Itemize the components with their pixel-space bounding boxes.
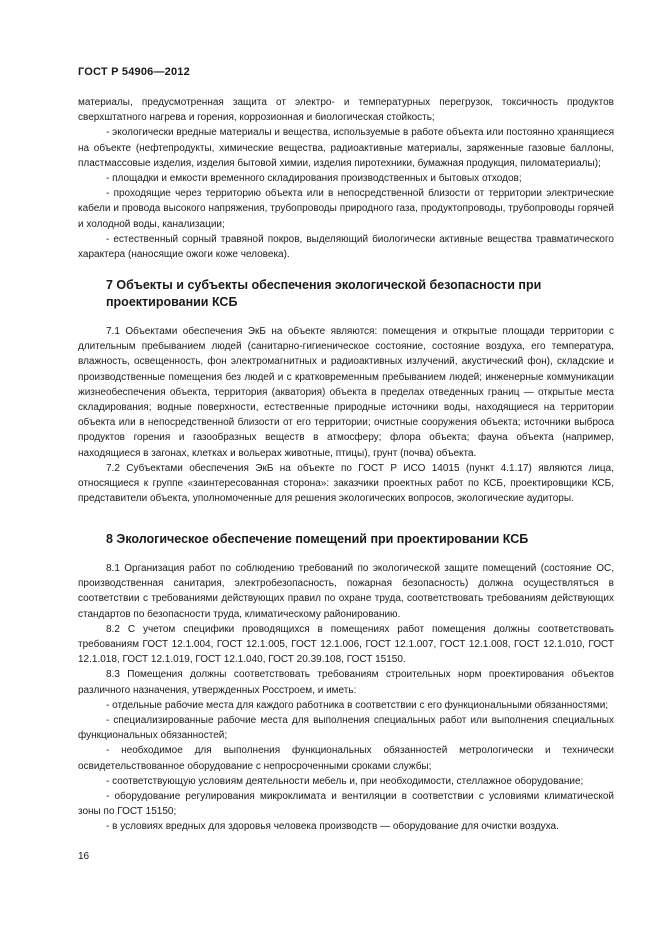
section-8-body <box>78 561 614 835</box>
paragraph: 8.3 Помещения должны соответствовать требованиям строительных норм проектирования объектов различного назначения, утвержденных Росстроем, и иметь: <box>78 669 614 696</box>
document-header: ГОСТ Р 54906—2012 <box>78 66 190 78</box>
list-item: - в условиях вредных для здоровья человека производств — оборудование для очистки воздуха. <box>106 821 559 833</box>
section-8-heading: 8 Экологическое обеспечение помещений при проектировании КСБ <box>106 532 529 546</box>
section-7-body <box>78 324 614 506</box>
list-item: - проходящие через территорию объекта или в непосредственной близости от территории электрические кабели и провода высокого напряжения, трубопроводы природного газа, продуктопроводы, трубопроводы горячей и холодной воды, канализации; <box>78 188 614 230</box>
list-item: - площадки и емкости временного складирования производственных и бытовых отходов; <box>106 173 522 185</box>
paragraph: 8.2 С учетом специфики проводящихся в помещениях работ помещения должны соответствовать требованиям ГОСТ 12.1.004, ГОСТ 12.1.005, ГОСТ 12.1.006, ГОСТ 12.1.007, ГОСТ 12.1.008, ГОСТ 12.1.010, ГОСТ 12.1.018, ГОСТ 12.1.019, ГОСТ 12.1.040, ГОСТ 20.39.108, ГОСТ 15150. <box>78 623 614 666</box>
list-item: - необходимое для выполнения функциональных обязанностей метрологически и технически освидетельствованное оборудование с непросроченными сроками службы; <box>78 745 614 772</box>
section-7-heading: 7 Объекты и субъекты обеспечения экологической безопасности при проектировании КСБ <box>106 278 542 309</box>
intro-text <box>78 95 614 262</box>
list-item: - отдельные рабочие места для каждого работника в соответствии с его функциональными обязанностями; <box>106 699 609 711</box>
list-item: - соответствующую условиям деятельности мебель и, при необходимости, стеллажное оборудование; <box>106 775 584 787</box>
list-item: - экологически вредные материалы и вещества, используемые в работе объекта или постоянно хранящиеся на объекте (нефтепродукты, химические вещества, радиоактивные материалы, заряженные газовые баллоны, пластмассовые изделия, изделия бытовой химии, изделия пиротехники, бумажная продукция, пиломатериалы); <box>78 127 614 169</box>
list-item: - оборудование регулирования микроклимата и вентиляции в соответствии с условиями климатической зоны по ГОСТ 15150; <box>78 791 614 818</box>
list-item: - естественный сорный травяной покров, выделяющий биологически активные вещества травматического характера (наносящие ожоги коже человека). <box>78 233 614 261</box>
paragraph: 8.1 Организация работ по соблюдению требований по экологической защите помещений (состояние ОС, производственная санитария, электробезопасность, пожарная безопасность) должна осуществляться в соответствии с требованиями действующих правил по охране труда, соответствовать требованиям действующих стандартов по безопасности труда, климатическому районированию. <box>78 563 614 620</box>
paragraph: материалы, предусмотренная защита от электро- и температурных перегрузок, токсичность продуктов сверхштатного нагрева и горения, коррозионная и биологическая стойкость; <box>78 97 614 124</box>
list-item: - специализированные рабочие места для выполнения специальных работ или выполнения специальных функциональных обязанностей; <box>78 715 614 742</box>
paragraph: 7.1 Объектами обеспечения ЭкБ на объекте являются: помещения и открытые площади территории с длительным пребыванием людей (санитарно-гигиеническое состояние, состояние воздуха, его температура, влажность, освещенность, фон электромагнитных и радиоактивных излучений, акустический фон), складские и производственные помещения без людей и с кратковременным пребыванием людей; инженерные коммуникации жизнеобеспечения объекта, территория (акватория) объекта в пределах отведенных границ — открытые места складирования; водные поверхности, естественные природные источники воды, находящиеся на территории объекта или в непосредственной близости от его территории; очистные сооружения объекта; источники выброса продуктов горения и газообразных веществ в атмосферу; флора объекта; фауна объекта (например, находящиеся в загонах, клетках и вольерах животные, птицы), грунт (почва) объекта. <box>78 326 614 459</box>
paragraph: 7.2 Субъектами обеспечения ЭкБ на объекте по ГОСТ Р ИСО 14015 (пункт 4.1.17) являются лица, относящиеся к группе «заинтересованная сторона»: заказчики проектных работ по КСБ, проектировщики КСБ, представители объекта, уполномоченные для решения экологических вопросов, экологические аудиторы. <box>78 462 614 505</box>
page-number: 16 <box>78 851 90 862</box>
